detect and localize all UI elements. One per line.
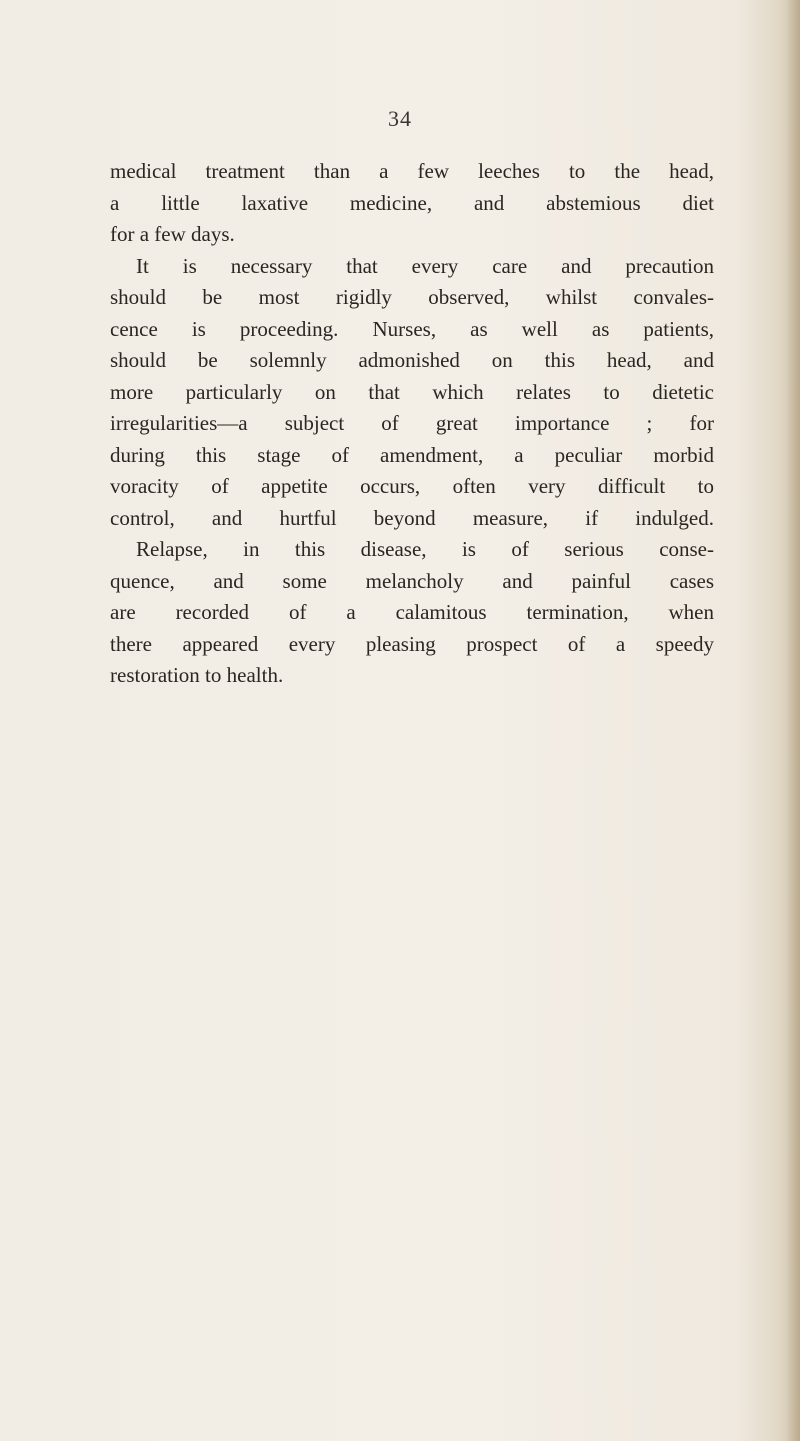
text-line: medical treatment than a few leeches to the head, bbox=[110, 159, 714, 183]
text-line: voracity of appetite occurs, often very difficult to bbox=[110, 474, 714, 498]
text-line: Relapse, in this disease, is of serious conse- bbox=[136, 537, 714, 561]
text-line: irregularities—a subject of great importance ; for bbox=[110, 411, 714, 435]
text-line: more particularly on that which relates to dietetic bbox=[110, 379, 714, 404]
text-line: cence is proceeding. Nurses, as well as patients, bbox=[110, 316, 714, 341]
text-line: should be solemnly admonished on this head, and bbox=[110, 348, 714, 372]
text-line: there appeared every pleasing prospect of a speedy bbox=[110, 631, 714, 656]
text-line: are recorded of a calamitous termination, when bbox=[110, 600, 714, 624]
text-line: restoration to health. bbox=[110, 663, 284, 687]
page-edge-shadow bbox=[786, 0, 800, 1441]
text-line: control, and hurtful beyond measure, if indulged. bbox=[110, 505, 714, 530]
body-text bbox=[110, 156, 714, 692]
text-line: during this stage of amendment, a peculiar morbid bbox=[110, 442, 714, 467]
text-line: quence, and some melancholy and painful cases bbox=[110, 568, 714, 593]
page-number: 34 bbox=[388, 106, 412, 131]
text-line: should be most rigidly observed, whilst convales- bbox=[110, 285, 714, 309]
text-line: for a few days. bbox=[110, 222, 235, 246]
text-line: a little laxative medicine, and abstemious diet bbox=[110, 190, 714, 215]
text-line: It is necessary that every care and precaution bbox=[136, 253, 714, 278]
